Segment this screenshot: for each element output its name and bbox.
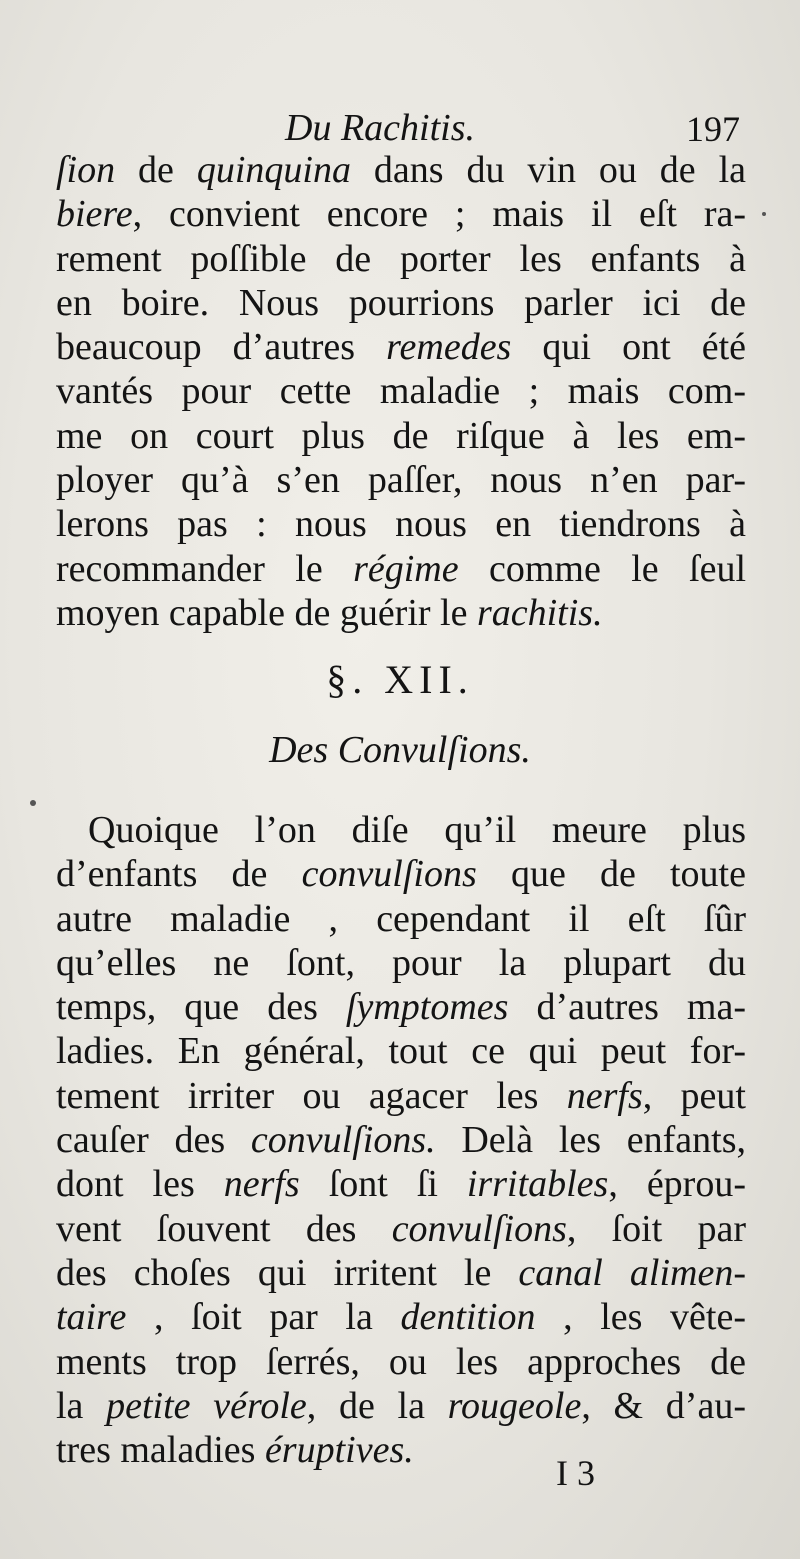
text-segment: tres maladies xyxy=(56,1429,265,1472)
text-segment: ployer qu’à s’en paſſer, nous n’en par- xyxy=(56,459,746,502)
italic-text: rougeole xyxy=(447,1384,582,1427)
text-segment: tement irriter ou agacer les xyxy=(56,1074,567,1117)
text-line xyxy=(56,281,746,325)
text-segment: , peut xyxy=(642,1074,746,1117)
italic-text: taire xyxy=(56,1296,127,1339)
italic-text: ſymptomes xyxy=(345,986,509,1029)
text-line xyxy=(56,1118,746,1162)
text-line xyxy=(56,458,746,502)
text-segment: en boire. Nous pourrions parler ici de xyxy=(56,281,746,324)
text-segment: , ſoit par xyxy=(566,1207,746,1250)
text-segment: comme le ſeul xyxy=(458,547,746,590)
italic-text: rachitis. xyxy=(476,591,603,634)
text-segment: , convient encore ; mais il eſt ra- xyxy=(132,193,746,236)
italic-text: petite vérole xyxy=(106,1384,307,1427)
paragraph-rachitis-end xyxy=(56,148,746,635)
italic-text: convulſions xyxy=(301,853,477,896)
text-segment: Quoique l’on diſe qu’il meure plus xyxy=(88,809,746,851)
italic-text: ſion xyxy=(56,149,116,191)
text-line xyxy=(56,985,746,1029)
italic-text: biere xyxy=(56,193,133,236)
italic-text: nerfs xyxy=(223,1163,300,1206)
text-line xyxy=(56,1074,746,1118)
text-segment: qu’elles ne ſont, pour la plupart du xyxy=(56,941,746,984)
text-segment: , ſoit par la xyxy=(126,1296,401,1339)
signature-mark: I 3 xyxy=(556,1453,595,1493)
text-line xyxy=(56,325,746,369)
text-segment: moyen capable de guérir le xyxy=(56,591,477,634)
italic-text: régime xyxy=(353,547,459,590)
text-segment: cauſer des xyxy=(56,1119,251,1162)
paragraph-convulsions xyxy=(56,808,746,1472)
paper-speck xyxy=(30,800,36,806)
text-line xyxy=(56,1340,746,1384)
text-line xyxy=(56,1384,746,1428)
text-segment: vantés pour cette maladie ; mais com- xyxy=(56,370,746,413)
text-line xyxy=(56,414,746,458)
text-line xyxy=(56,1207,746,1251)
italic-text: convulſions. xyxy=(250,1119,436,1162)
text-line xyxy=(56,591,746,635)
text-line xyxy=(56,941,746,985)
text-line xyxy=(56,808,746,852)
text-segment: lerons pas : nous nous en tiendrons à xyxy=(56,503,746,546)
text-segment: ments trop ſerrés, ou les approches de xyxy=(56,1340,746,1383)
text-segment: ladies. En général, tout ce qui peut for- xyxy=(56,1030,746,1073)
text-line xyxy=(56,192,746,236)
text-line xyxy=(56,1251,746,1295)
text-line xyxy=(56,237,746,281)
text-line xyxy=(56,502,746,546)
section-number: §. XII. xyxy=(326,657,474,702)
text-segment: d’enfants de xyxy=(56,853,302,896)
text-line xyxy=(56,1428,746,1472)
running-title: Du Rachitis. xyxy=(285,107,475,149)
text-segment: Delà les enfants, xyxy=(435,1119,746,1162)
text-segment: beaucoup d’autres xyxy=(56,326,387,369)
paper-speck xyxy=(762,212,766,216)
text-segment: , éprou- xyxy=(608,1163,746,1206)
text-segment: de xyxy=(115,149,197,191)
text-segment: qui ont été xyxy=(511,326,746,369)
italic-text: irritables xyxy=(466,1163,609,1206)
italic-text: remedes xyxy=(386,326,512,369)
text-line xyxy=(56,897,746,941)
text-segment: d’autres ma- xyxy=(508,986,746,1029)
text-segment: rement poſſible de porter les enfants à xyxy=(56,237,746,280)
text-segment: recommander le xyxy=(56,547,354,590)
text-segment: la xyxy=(56,1384,107,1427)
page-number: 197 xyxy=(686,109,740,149)
text-segment: dont les xyxy=(56,1163,224,1206)
italic-text: canal alimen- xyxy=(518,1251,746,1294)
italic-text: convulſions xyxy=(391,1207,567,1250)
text-segment: , de la xyxy=(306,1384,448,1427)
text-segment: ſont ſi xyxy=(299,1163,467,1206)
text-segment: vent ſouvent des xyxy=(56,1207,392,1250)
text-line xyxy=(56,547,746,591)
italic-text: quinquina xyxy=(196,149,351,191)
text-line xyxy=(56,1162,746,1206)
text-line xyxy=(56,148,746,192)
text-segment: que de toute xyxy=(476,853,746,896)
text-segment: temps, que des xyxy=(56,986,346,1029)
text-segment: , les vête- xyxy=(535,1296,746,1339)
text-line xyxy=(56,1295,746,1339)
italic-text: nerfs xyxy=(566,1074,643,1117)
text-segment: des choſes qui irritent le xyxy=(56,1251,519,1294)
text-segment: me on court plus de riſque à les em- xyxy=(56,414,746,457)
text-line xyxy=(56,852,746,896)
italic-text: dentition xyxy=(400,1296,536,1339)
italic-text: éruptives. xyxy=(264,1429,414,1472)
text-line xyxy=(56,1029,746,1073)
section-title: Des Convulſions. xyxy=(269,729,531,771)
text-line xyxy=(56,369,746,413)
text-segment: autre maladie , cependant il eſt ſûr xyxy=(56,897,746,940)
text-segment: , & d’au- xyxy=(581,1384,746,1427)
text-segment: dans du vin ou de la xyxy=(350,149,746,191)
